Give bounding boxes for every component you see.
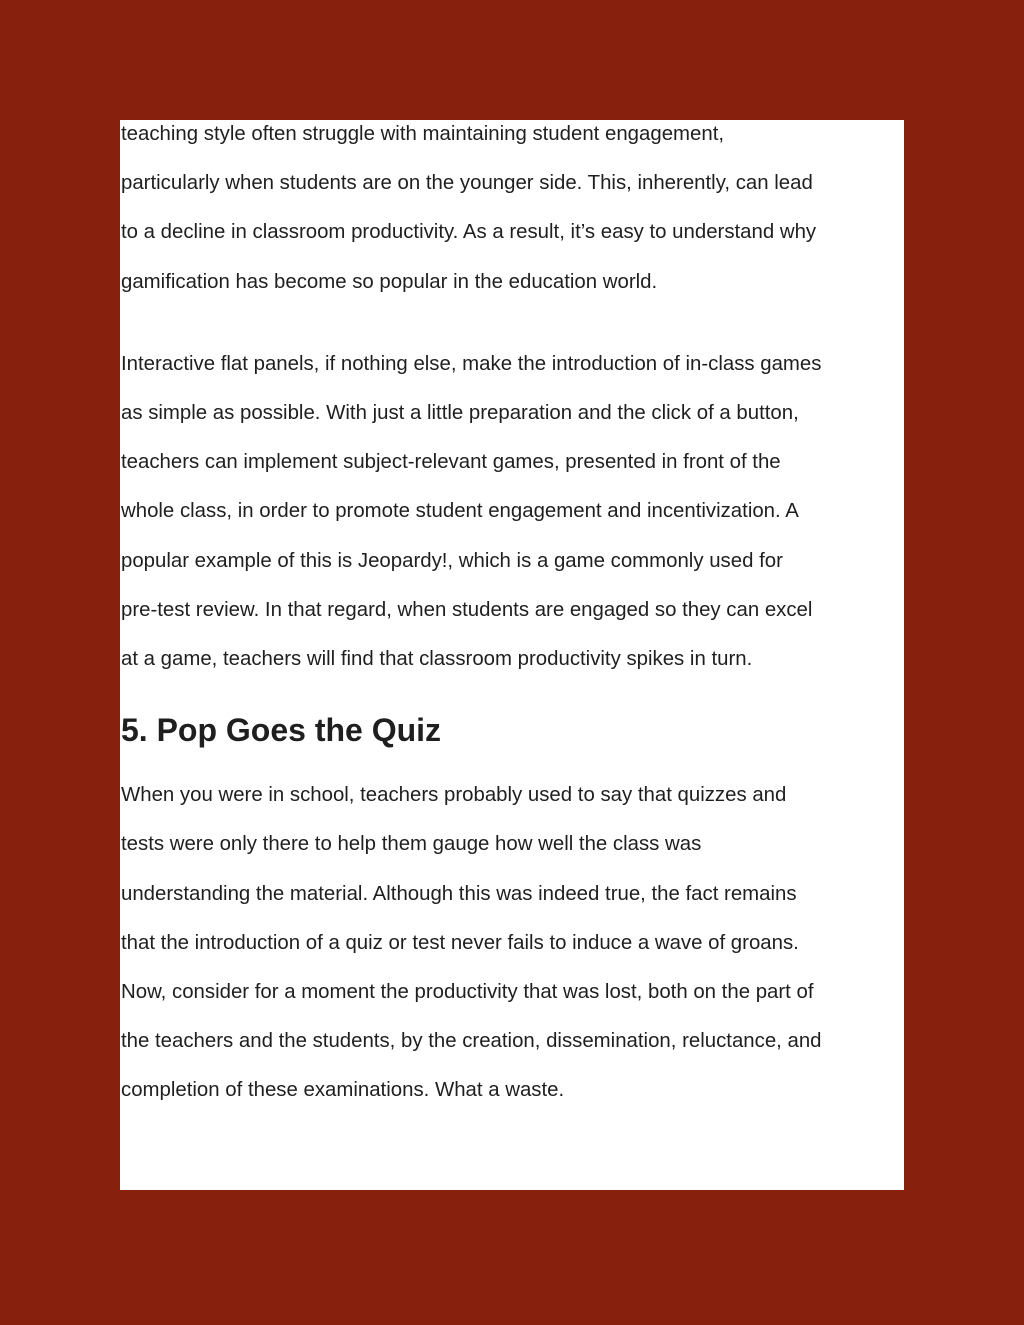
body-paragraph: teaching style often struggle with maintaining student engagement, particularly when students are on the younger side. This, inherently, can lead to a decline in classroom productivity. As a result, it’s easy to understand why gamification has become so popular in the education world. xyxy=(121,123,817,293)
document-page xyxy=(120,120,904,1190)
section-heading: 5. Pop Goes the Quiz xyxy=(121,712,442,749)
body-paragraph: Interactive flat panels, if nothing else, make the introduction of in-class games as simple as possible. With just a little preparation and the click of a button, teachers can implement subject-relevant games, presented in front of the whole class, in order to promote student engagement and incentivization. A popular example of this is Jeopardy!, which is a game commonly used for pre-test review. In that regard, when students are engaged so they can excel at a game, teachers will find that classroom productivity spikes in turn. xyxy=(121,352,822,671)
body-paragraph: When you were in school, teachers probably used to say that quizzes and tests were only there to help them gauge how well the class was understanding the material. Although this was indeed true, the fact remains that the introduction of a quiz or test never fails to induce a wave of groans. Now, consider for a moment the productivity that was lost, both on the part of the teachers and the students, by the creation, dissemination, reluctance, and completion of these examinations. What a waste. xyxy=(121,784,822,1102)
